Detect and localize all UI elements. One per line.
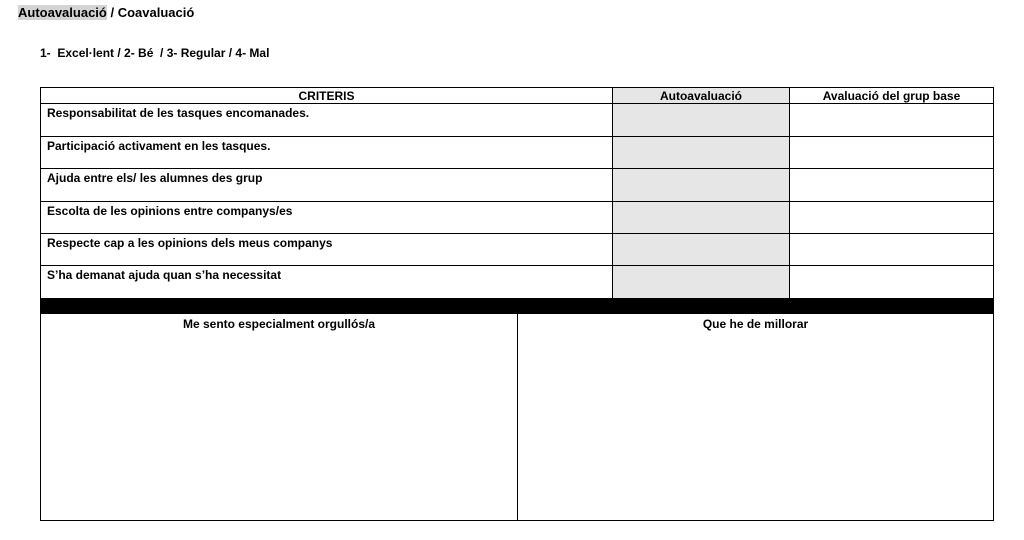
grup-base-cell[interactable]	[790, 104, 993, 136]
evaluation-table	[40, 87, 994, 521]
improve-title: Que he de millorar	[702, 317, 809, 331]
criteri-cell: Ajuda entre els/ les alumnes des grup	[41, 169, 613, 201]
proud-title: Me sento especialment orgullós/a	[182, 317, 376, 331]
table-row	[41, 234, 993, 266]
column-header-autoavaluacio: Autoavaluació	[613, 88, 790, 103]
column-header-criteris: CRITERIS	[41, 88, 613, 103]
grup-base-cell[interactable]	[790, 266, 993, 298]
autoavaluacio-cell[interactable]	[613, 266, 790, 298]
autoavaluacio-cell[interactable]	[613, 104, 790, 136]
table-row	[41, 202, 993, 234]
autoavaluacio-cell[interactable]	[613, 137, 790, 168]
separator-band	[41, 298, 993, 314]
proud-box[interactable]	[41, 314, 518, 520]
document-title	[18, 5, 194, 21]
criteri-cell: Escolta de les opinions entre companys/es	[41, 202, 613, 233]
table-row	[41, 266, 993, 298]
criteri-cell: S’ha demanat ajuda quan s’ha necessitat	[41, 266, 613, 298]
grup-base-cell[interactable]	[790, 169, 993, 201]
table-row	[41, 137, 993, 169]
table-header-row	[41, 88, 993, 104]
improve-box[interactable]	[518, 314, 993, 520]
table-row	[41, 104, 993, 137]
criteri-cell: Responsabilitat de les tasques encomanades.	[41, 104, 613, 136]
title-highlight: Autoavaluació	[18, 5, 107, 20]
rating-scale: 1- Excel·lent / 2- Bé / 3- Regular / 4- Mal	[40, 46, 270, 60]
title-rest: / Coavaluació	[106, 5, 195, 20]
table-row	[41, 169, 993, 202]
grup-base-cell[interactable]	[790, 234, 993, 265]
autoavaluacio-cell[interactable]	[613, 169, 790, 201]
autoavaluacio-cell[interactable]	[613, 202, 790, 233]
grup-base-cell[interactable]	[790, 137, 993, 168]
autoavaluacio-cell[interactable]	[613, 234, 790, 265]
column-header-grup-base: Avaluació del grup base	[822, 89, 961, 103]
criteri-cell: Respecte cap a les opinions dels meus companys	[41, 234, 613, 265]
grup-base-cell[interactable]	[790, 202, 993, 233]
criteri-cell: Participació activament en les tasques.	[41, 137, 613, 168]
